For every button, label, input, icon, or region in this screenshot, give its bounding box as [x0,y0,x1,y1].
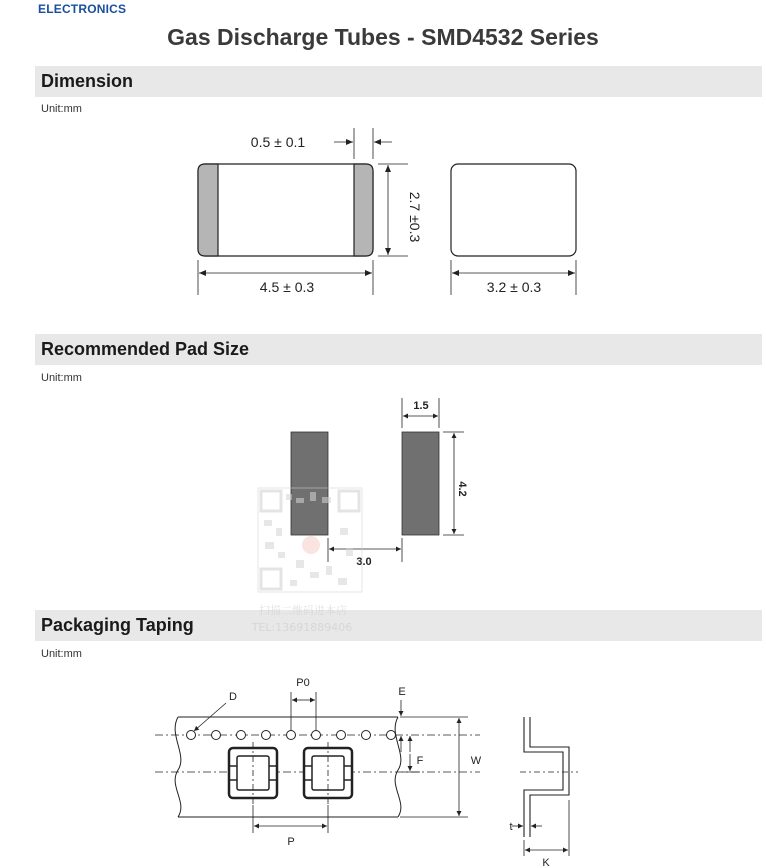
unit-label-taping: Unit:mm [41,648,82,660]
tape-side-profile [512,717,578,856]
dim-height: 2.7 ±0.3 [407,191,423,243]
label-W: W [470,755,482,767]
label-F: F [416,755,424,767]
dimension-drawing [198,128,576,295]
unit-label-dimension: Unit:mm [41,103,82,115]
section-title-pad-size: Recommended Pad Size [41,339,250,359]
dim-pad-width: 1.5 [413,400,429,412]
dim-pad-length: 4.2 [456,481,468,497]
dim-terminal-width: 0.5 ± 0.1 [250,134,306,150]
dim-length: 4.5 ± 0.3 [259,279,315,295]
tape-pocket-1 [229,742,277,805]
label-P0: P0 [296,677,310,689]
component-body-side [451,164,576,256]
section-title-taping: Packaging Taping [41,615,194,635]
pad-left [291,432,328,535]
watermark-line1: 扫描二维码进本店 [259,604,347,617]
label-D: D [229,691,237,703]
component-body-front [198,164,373,256]
right-terminal [354,164,373,256]
dim-width: 3.2 ± 0.3 [486,279,542,295]
section-title-dimension: Dimension [41,71,134,91]
label-P: P [287,836,295,848]
label-t: t [509,821,513,833]
label-E: E [398,686,406,698]
label-K: K [542,857,550,868]
brand-label: ELECTRONICS [38,2,127,16]
taping-drawing [155,692,578,856]
dim-pad-gap: 3.0 [356,556,372,568]
page-title: Gas Discharge Tubes - SMD4532 Series [167,24,599,50]
unit-label-pad-size: Unit:mm [41,372,82,384]
watermark-line2: TEL:13691889406 [251,621,353,634]
tape-pocket-2 [304,742,352,805]
left-terminal [198,164,218,256]
pad-right [402,432,439,535]
